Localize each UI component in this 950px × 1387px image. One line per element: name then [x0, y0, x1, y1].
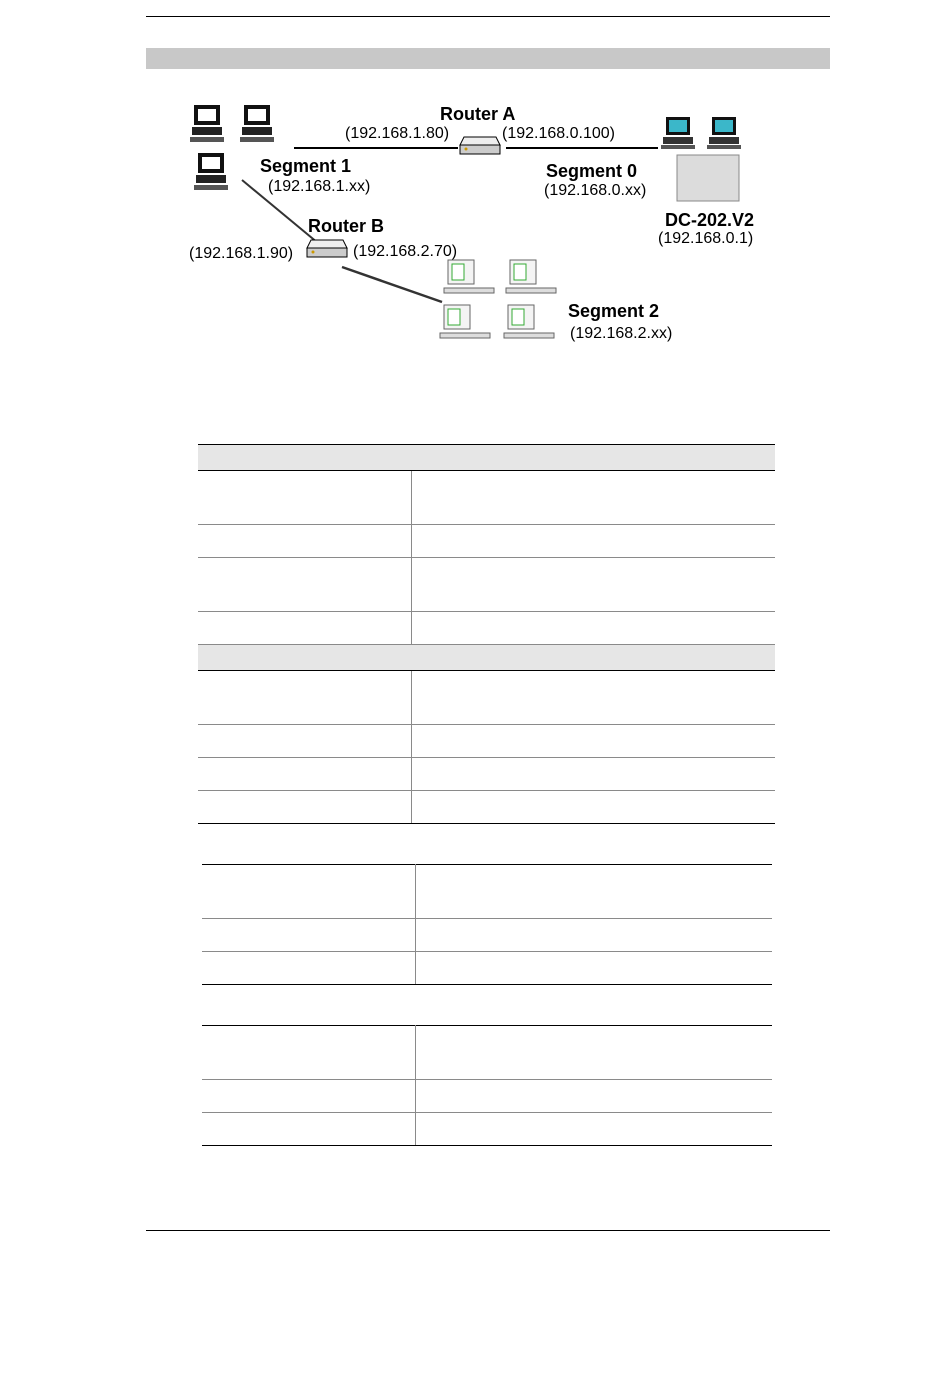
table-cell-value: [411, 612, 775, 645]
table-row: [198, 725, 775, 758]
segment-2-subnet: (192.168.2.xx): [570, 325, 673, 342]
table-header-row: [198, 645, 775, 671]
table-cell-value: [411, 671, 775, 725]
table-row: [202, 952, 772, 985]
table-cell-label: [202, 865, 415, 919]
table-row: [202, 1026, 772, 1080]
table-header-row: [198, 445, 775, 471]
table-row: [202, 919, 772, 952]
table-cell-label: [198, 671, 411, 725]
table-cell-label: [202, 1113, 415, 1146]
segment-2-link-line: [342, 267, 442, 302]
desktop-computer-icon: [190, 105, 224, 142]
table-cell-value: [411, 471, 775, 525]
router-a-ip-left: (192.168.1.80): [345, 125, 450, 142]
table-cell-value: [415, 919, 772, 952]
table-cell-label: [198, 612, 411, 645]
table-cell-value: [415, 952, 772, 985]
table-cell-value: [411, 791, 775, 824]
table-cell-label: [202, 919, 415, 952]
table-header-cell: [198, 445, 775, 471]
routing-table-1: [198, 444, 775, 824]
segment-1-label: Segment 1: [260, 156, 352, 176]
network-diagram: [180, 95, 800, 355]
router-icon: [307, 240, 347, 257]
router-b-ip-left: (192.168.1.90): [189, 245, 294, 262]
table-cell-value: [411, 725, 775, 758]
table-cell-label: [198, 758, 411, 791]
gateway-device-icon: [677, 155, 739, 201]
footer-rule: [146, 1230, 830, 1231]
table-cell-value: [415, 865, 772, 919]
routing-table-2: [202, 864, 772, 985]
table-row: [198, 758, 775, 791]
segment-1-subnet: (192.168.1.xx): [268, 178, 371, 195]
table-row: [202, 865, 772, 919]
table-row: [198, 791, 775, 824]
table-cell-value: [415, 1113, 772, 1146]
table-row: [202, 1113, 772, 1146]
segment-0-label: Segment 0: [546, 161, 638, 181]
monitor-workstation-icon: [444, 260, 494, 293]
table-cell-value: [415, 1026, 772, 1080]
table-cell-label: [202, 1026, 415, 1080]
section-heading-bar: [146, 48, 830, 69]
monitor-workstation-icon: [440, 305, 490, 338]
router-a-ip-right: (192.168.0.100): [502, 125, 615, 142]
table-header-cell: [198, 645, 775, 671]
segment-2-label: Segment 2: [568, 301, 660, 321]
table-cell-value: [411, 525, 775, 558]
desktop-computer-icon: [707, 117, 741, 149]
router-a-label: Router A: [440, 104, 516, 124]
table-row: [198, 525, 775, 558]
desktop-computer-icon: [194, 153, 228, 190]
monitor-workstation-icon: [504, 305, 554, 338]
device-label: DC-202.V2: [665, 210, 755, 230]
router-b-label: Router B: [308, 216, 384, 236]
desktop-computer-icon: [240, 105, 274, 142]
table-row: [198, 671, 775, 725]
table-row: [198, 558, 775, 612]
table-cell-label: [198, 471, 411, 525]
segment-0-subnet: (192.168.0.xx): [544, 182, 647, 199]
header-rule: [146, 16, 830, 17]
router-icon: [460, 137, 500, 154]
table-cell-label: [202, 1080, 415, 1113]
table-row: [198, 612, 775, 645]
monitor-workstation-icon: [506, 260, 556, 293]
table-row: [198, 471, 775, 525]
table-cell-value: [411, 758, 775, 791]
table-cell-label: [198, 525, 411, 558]
table-cell-label: [198, 791, 411, 824]
table-cell-value: [415, 1080, 772, 1113]
table-cell-label: [198, 725, 411, 758]
device-ip: (192.168.0.1): [658, 230, 754, 247]
table-cell-label: [202, 952, 415, 985]
table-cell-value: [411, 558, 775, 612]
desktop-computer-icon: [661, 117, 695, 149]
table-cell-label: [198, 558, 411, 612]
routing-table-3: [202, 1025, 772, 1146]
table-row: [202, 1080, 772, 1113]
router-b-ip-right: (192.168.2.70): [353, 243, 458, 260]
